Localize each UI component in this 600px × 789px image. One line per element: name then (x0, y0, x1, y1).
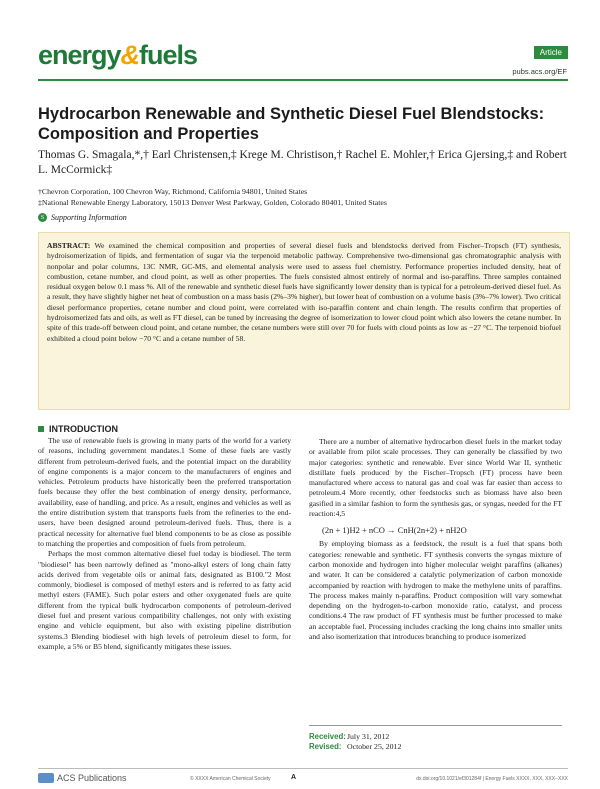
abstract-label: ABSTRACT: (47, 241, 91, 250)
section-square-icon (38, 426, 44, 432)
header-divider (38, 79, 568, 81)
supporting-info-icon: S (38, 213, 47, 222)
supporting-info-link[interactable] (38, 213, 127, 222)
acs-logo-icon (38, 773, 54, 783)
body-paragraph: There are a number of alternative hydrocarbon diesel fuels in the market today or available from pilot scale processes. They can generally be classified by two major categories: synthetic and renewable. Ever since World War II, synthetic distillate fuels produced by the Fischer–Tropsch (FT) process have been manufactured where access to natural gas and coal was far easier than access to petroleum.4 More recently, other feedstocks such as biomass have also been gasified in a similar fashion to form the synthesis gas, or syngas, needed for the FT reaction:4,5 (309, 437, 562, 519)
logo-amp: & (120, 40, 140, 70)
doi-citation[interactable]: dx.doi.org/10.1021/ef301284f | Energy Fuels XXXX, XXX, XXX−XXX (416, 776, 568, 782)
author-list: Thomas G. Smagala,*,† Earl Christensen,‡ Krege M. Christison,† Rachel E. Mohler,† Erica Gjersing,‡ and Robert L. McCormick‡ (38, 149, 567, 176)
body-paragraph: By employing biomass as a feedstock, the result is a fuel that spans both categories: renewable and synthetic. FT synthesis converts the syngas mixture of carbon monoxide and hydrogen into higher molecular weight paraffins (alkanes) and water. It can be considered a catalytic polymerization of carbon monoxide accompanied by reaction with hydrogen to make the methylene units of paraffins. The process makes mainly n-paraffins. Product composition will vary somewhat depending on the hydrogen-to-carbon monoxide ratio, catalyst, and process conditions.4 The raw product of FT synthesis must be further processed to make an acceptable fuel. Processing includes cracking the long chains into smaller units and also isomerization that introduces branching to produce isomerized (309, 539, 562, 642)
abstract-text: We examined the chemical composition and properties of several diesel fuels and blendstocks derived from Fischer–Tropsch (FT) synthesis, hydroisomerization of lipids, and fermentation of sugar via the terpenoid metabolic pathway. Comprehensive two-dimensional gas chromatographic analysis with nonpolar and polar columns, 13C NMR, GC-MS, and elemental analysis were used to assess fuel chemistry. Performance properties included density, heat of combustion, cetane number, and cloud point, as well as other properties. The fuels consisted almost entirely of normal and iso-paraffins. Three samples contained residual oxygen below 0.1 mass %. All of the renewable and synthetic diesel fuels have significantly lower density than is typical for a petroleum-derived diesel fuel. As a result, they have slightly higher net heat of combustion on a mass basis (2%–3% higher), but lower heat of combustion on a volume basis (3%–7% lower). Two critical diesel performance properties, cetane number and cloud point, were correlated with iso-paraffin content and chain length. The results confirm that properties of hydroisomerized fats and oils, as well as FT diesel, can be tuned by increasing the degree of isomerization to lower cloud point which also lowers the cetane number. In spite of this trade-off between cloud point, and cetane number, the cetane numbers were still over 70 for fuels with cloud points as low as −27 °C. The terpenoid biofuel exhibited a cloud point below −70 °C and a cetane number of 58. (47, 241, 561, 343)
dates-divider (309, 725, 562, 726)
revised-label: Revised: (309, 742, 342, 751)
dates-block (309, 732, 401, 752)
section-heading (38, 424, 118, 434)
affiliation-chevron: †Chevron Corporation, 100 Chevron Way, Richmond, California 94801, United States (38, 187, 308, 196)
copyright: © XXXX American Chemical Society (190, 776, 271, 782)
section-title: INTRODUCTION (49, 424, 118, 434)
journal-logo (38, 40, 197, 71)
publisher-logo (38, 773, 127, 783)
intro-paragraph: Perhaps the most common alternative diesel fuel today is biodiesel. The term "biodiesel" has been narrowly defined as "mono-alkyl esters of long chain fatty acids derived from vegetable oils or animal fats, designated as B100."2 Most commonly, biodiesel is composed of methyl esters and is referred to as fatty acid methyl esters (FAME). Such polar esters and other oxygenated fuels are quite different from the typical bulk hydrocarbon components of petroleum-derived diesel fuel and present various compatibility challenges, not only with existing engine and vehicle equipment, but also with existing pipeline distribution systems.3 Blending biodiesel with high levels of petroleum diesel to form, for example, a 5% or B5 blend, significantly mitigates these issues. (38, 549, 291, 651)
ft-equation: (2n + 1)H2 + nCO → CnH(2n+2) + nH2O (322, 525, 467, 535)
logo-part2: fuels (139, 40, 198, 70)
footer-divider (38, 768, 568, 769)
right-column (309, 437, 562, 642)
affiliation-nrel: ‡National Renewable Energy Laboratory, 15013 Denver West Parkway, Golden, Colorado 80401, United States (38, 198, 387, 207)
publisher-name: ACS Publications (57, 773, 127, 783)
paper-title: Hydrocarbon Renewable and Synthetic Diesel Fuel Blendstocks: Composition and Properties (38, 105, 545, 143)
received-date: July 31, 2012 (347, 732, 390, 741)
affiliations (38, 186, 568, 208)
supporting-info-label: Supporting Information (51, 213, 127, 222)
revised-date: October 25, 2012 (347, 742, 402, 751)
page-number: A (291, 774, 297, 781)
received-label: Received: (309, 732, 346, 741)
article-badge: Article (534, 46, 568, 59)
left-column (38, 436, 291, 652)
intro-paragraph: The use of renewable fuels is growing in many parts of the world for a variety of reasons, including government mandates.1 Some of these fuels are vastly different from petroleum-derived fuels, and the potential impact on the durability of engine components is a major concern to the manufacturers of engines and vehicles. Petroleum products have historically been the preferred transportation fuels because they offer the best combination of energy density, performance, availability, ease of handling, and price. As a result, engines and vehicles as well as the entire distribution system that transports fuels from the refineries to the end-users, have been designed around petroleum-derived fuels. Thus, there is a practical necessity for alternative fuel blend components to be as close as possible to matching the properties and composition of fuels from petroleum. (38, 436, 291, 548)
abstract-box (38, 232, 570, 410)
logo-part1: energy (38, 40, 121, 70)
journal-url[interactable]: pubs.acs.org/EF (512, 67, 567, 76)
